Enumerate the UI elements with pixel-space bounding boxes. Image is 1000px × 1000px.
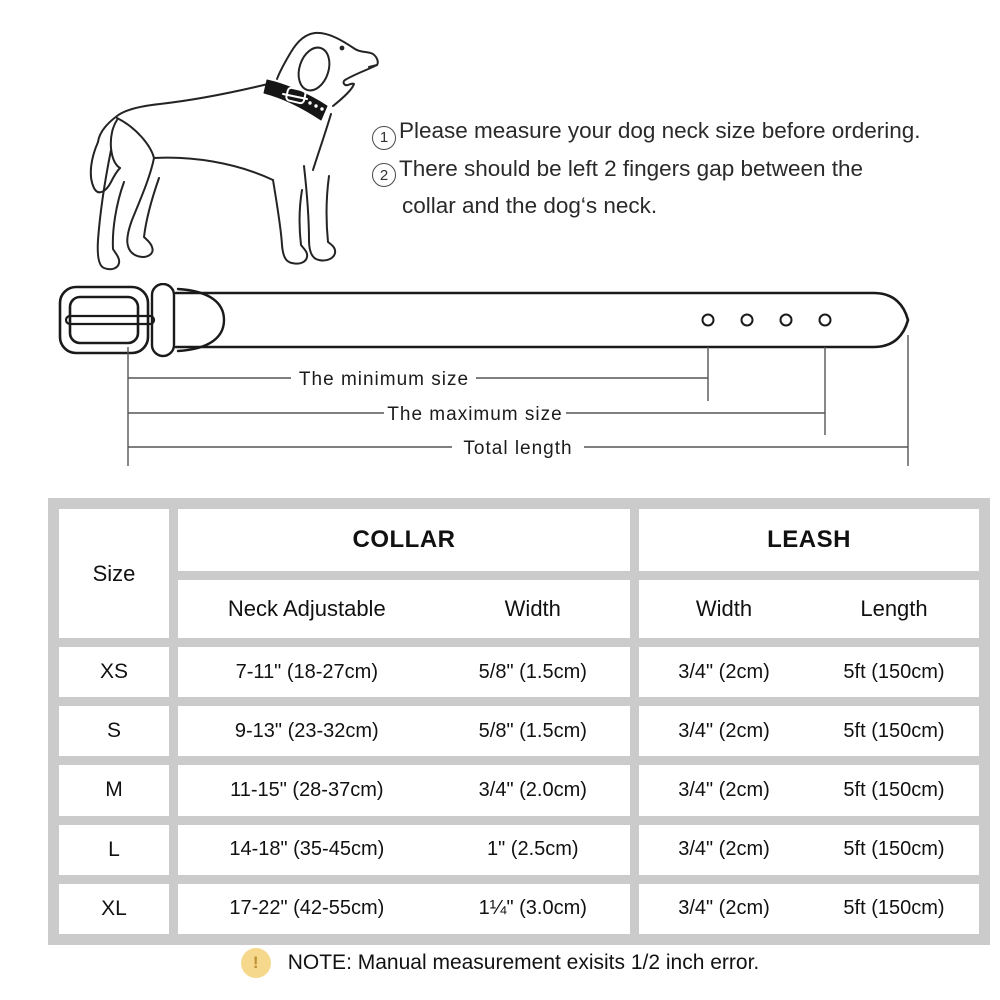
dog-front-leg-far [273, 180, 307, 264]
dog-ear [293, 44, 334, 95]
leash-length-value: 5ft (150cm) [843, 660, 945, 683]
collar-subheader-row [178, 580, 630, 638]
size-column-header: Size [59, 509, 169, 638]
instruction-step-2-text: There should be left 2 fingers gap between the [399, 155, 864, 181]
dog-chest [313, 114, 331, 170]
dog-front-leg-near [304, 166, 335, 261]
neck-value: 9-13" (23-32cm) [234, 719, 379, 742]
leash-width-value: 3/4" (2cm) [678, 838, 770, 861]
collar-strap [176, 293, 908, 347]
buckle-frame-inner [70, 297, 138, 343]
dog-mouth-jaw [333, 65, 377, 106]
circled-number-2-icon: 2 [372, 163, 396, 187]
table-row-s-size: S [59, 706, 169, 756]
table-row-s-leash [639, 706, 979, 756]
measuring-instructions [372, 112, 921, 224]
measurement-note [0, 948, 1000, 978]
table-row-xs-size: XS [59, 647, 169, 697]
table-row-xs-collar [178, 647, 630, 697]
collar-measurement-diagram [48, 283, 960, 488]
instruction-step-2-continued: collar and the dog‘s neck. [402, 193, 658, 218]
dog-collar-band [264, 80, 327, 120]
collar-width-header: Width [504, 596, 561, 621]
dog-eye [340, 46, 345, 51]
table-row-xs-leash [639, 647, 979, 697]
dog-back [98, 84, 268, 142]
table-row-l-size: L [59, 825, 169, 875]
leash-width-value: 3/4" (2cm) [678, 660, 770, 683]
minimum-size-label: The minimum size [298, 369, 470, 390]
collar-width-value: 5/8" (1.5cm) [478, 660, 587, 683]
leash-subheader-row [639, 580, 979, 638]
collar-d-ring [178, 289, 224, 351]
leash-width-value: 3/4" (2cm) [678, 778, 770, 801]
table-row-m-size: M [59, 765, 169, 815]
instruction-step-2 [372, 150, 921, 188]
neck-value: 11-15" (28-37cm) [230, 778, 384, 801]
table-row-xl-collar [178, 884, 630, 934]
neck-adjustable-header: Neck Adjustable [227, 596, 386, 621]
leash-width-header: Width [695, 596, 753, 621]
note-text: NOTE: Manual measurement exisits 1/2 inch error. [287, 951, 760, 974]
table-row-l-collar [178, 825, 630, 875]
dog-belly [154, 158, 273, 180]
table-row-l-leash [639, 825, 979, 875]
leash-group-header: LEASH [639, 509, 979, 571]
collar-holes [703, 315, 831, 326]
table-row-s-collar [178, 706, 630, 756]
neck-value: 7-11" (18-27cm) [235, 660, 378, 683]
neck-value: 14-18" (35-45cm) [229, 838, 385, 861]
exclamation-icon: ! [241, 948, 271, 978]
leash-width-value: 3/4" (2cm) [678, 719, 770, 742]
instruction-step-1-text: Please measure your dog neck size before ordering. [399, 118, 921, 143]
instruction-step-1 [372, 112, 921, 150]
leash-length-value: 5ft (150cm) [843, 778, 945, 801]
buckle-pin [66, 316, 154, 324]
dog-illustration [55, 18, 400, 280]
collar-group-header: COLLAR [178, 509, 630, 571]
size-table [48, 498, 990, 945]
leash-length-value: 5ft (150cm) [843, 897, 945, 920]
table-row-m-collar [178, 765, 630, 815]
leash-width-value: 3/4" (2cm) [678, 897, 770, 920]
dog-hind-leg-near [117, 118, 159, 257]
collar-width-value: 1¼" (3.0cm) [478, 897, 587, 920]
dog-tail-inner [111, 120, 120, 168]
leash-length-value: 5ft (150cm) [843, 838, 945, 861]
circled-number-1-icon: 1 [372, 126, 396, 150]
table-row-xl-size: XL [59, 884, 169, 934]
total-length-label: Total length [463, 438, 573, 459]
maximum-size-label: The maximum size [387, 404, 563, 425]
collar-width-value: 3/4" (2.0cm) [478, 778, 587, 801]
leash-length-value: 5ft (150cm) [843, 719, 945, 742]
table-row-m-leash [639, 765, 979, 815]
table-row-xl-leash [639, 884, 979, 934]
collar-keeper-loop [152, 284, 174, 356]
neck-value: 17-22" (42-55cm) [229, 897, 385, 920]
leash-length-header: Length [860, 596, 928, 621]
collar-width-value: 5/8" (1.5cm) [478, 719, 587, 742]
collar-width-value: 1" (2.5cm) [487, 838, 579, 861]
dog-head-back [277, 33, 315, 79]
